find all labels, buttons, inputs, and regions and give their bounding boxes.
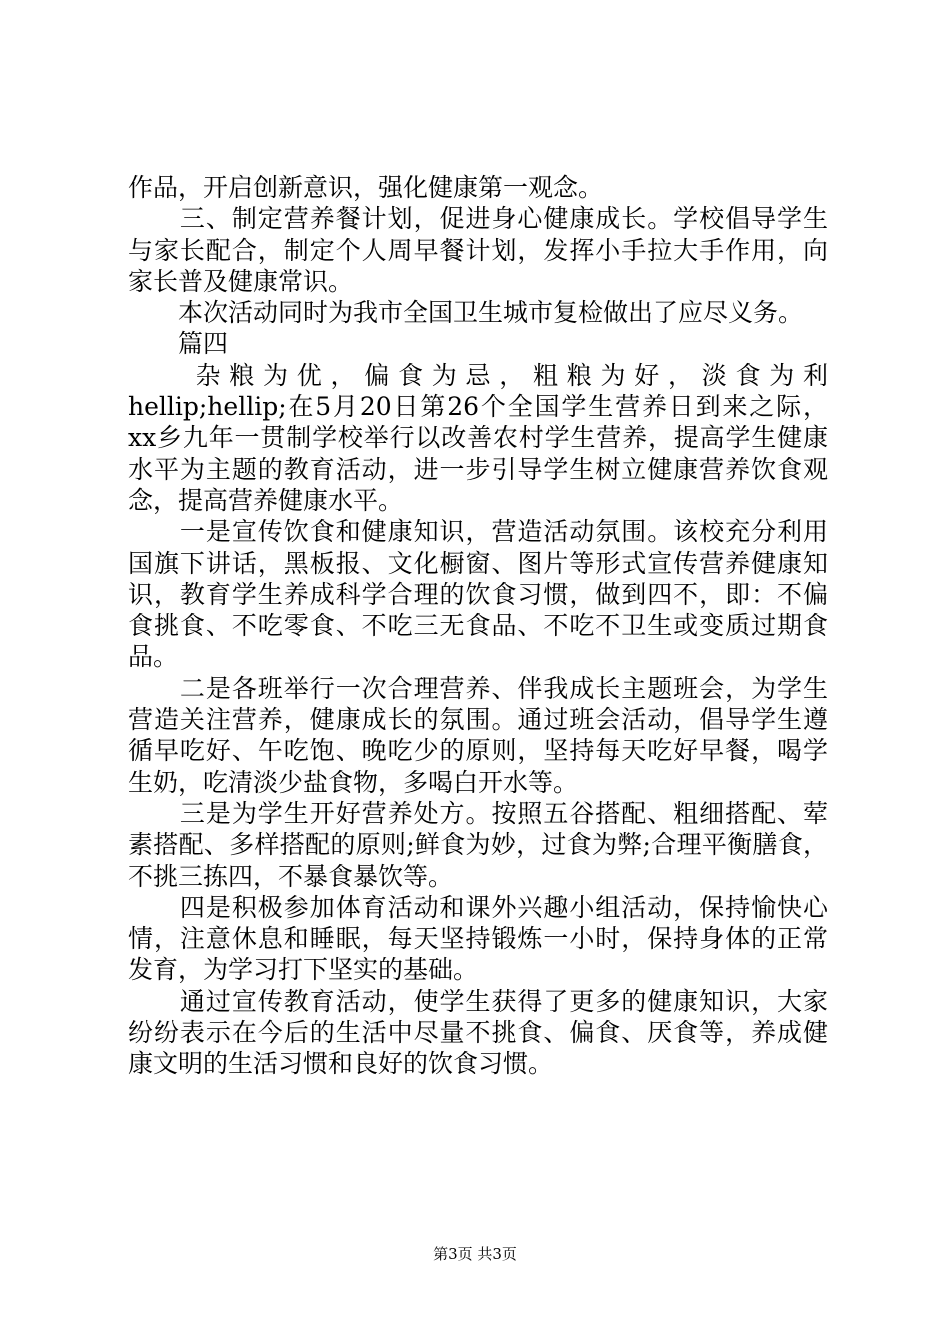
text-line: 纷纷表示在今后的生活中尽量不挑食、偏食、厌食等，养成健 <box>128 1018 828 1048</box>
text-line: 生奶，吃清淡少盐食物，多喝白开水等。 <box>128 767 579 797</box>
text-line: 素搭配、多样搭配的原则;鲜食为妙，过食为弊;合理平衡膳食， <box>128 830 828 860</box>
document-body <box>128 172 828 1080</box>
text-line: 识，教育学生养成科学合理的饮食习惯，做到四不，即：不偏 <box>128 579 828 609</box>
text-line: 康文明的生活习惯和良好的饮食习惯。 <box>128 1049 554 1079</box>
text-line: 念，提高营养健康水平。 <box>128 485 404 515</box>
text-line: 四是积极参加体育活动和课外兴趣小组活动，保持愉快心 <box>128 892 828 922</box>
text-line: 水平为主题的教育活动，进一步引导学生树立健康营养饮食观 <box>128 454 828 484</box>
text-line: 发育，为学习打下坚实的基础。 <box>128 955 479 985</box>
text-line: 循早吃好、午吃饱、晚吃少的原则，坚持每天吃好早餐，喝学 <box>128 736 828 766</box>
text-line: hellip;hellip;在5月20日第26个全国学生营养日到来之际， <box>128 392 828 422</box>
text-line: 本次活动同时为我市全国卫生城市复检做出了应尽义务。 <box>128 298 804 328</box>
text-line: 情，注意休息和睡眠，每天坚持锻炼一小时，保持身体的正常 <box>128 924 828 954</box>
text-line: 食挑食、不吃零食、不吃三无食品、不吃不卫生或变质过期食 <box>128 611 828 641</box>
text-line: 营造关注营养，健康成长的氛围。通过班会活动，倡导学生遵 <box>128 705 828 735</box>
text-line: 三是为学生开好营养处方。按照五谷搭配、粗细搭配、荤 <box>128 798 828 828</box>
text-line: 杂粮为优，偏食为忌，粗粮为好，淡食为利 <box>128 360 828 390</box>
text-line: 作品，开启创新意识，强化健康第一观念。 <box>128 173 604 202</box>
text-line: 通过宣传教育活动，使学生获得了更多的健康知识，大家 <box>128 986 828 1016</box>
section-heading: 篇四 <box>128 329 229 359</box>
text-line: 不挑三拣四，不暴食暴饮等。 <box>128 861 454 891</box>
text-line: 一是宣传饮食和健康知识，营造活动氛围。该校充分利用 <box>128 517 828 547</box>
text-line: 家长普及健康常识。 <box>128 266 354 296</box>
text-line: 二是各班举行一次合理营养、伴我成长主题班会，为学生 <box>128 673 828 703</box>
text-line: 与家长配合，制定个人周早餐计划，发挥小手拉大手作用，向 <box>128 235 828 265</box>
text-line: 品。 <box>128 642 179 672</box>
page-footer: 第3页 共3页 <box>433 1245 517 1263</box>
text-line: 三、制定营养餐计划，促进身心健康成长。学校倡导学生 <box>128 204 828 234</box>
text-line: 国旗下讲话，黑板报、文化橱窗、图片等形式宣传营养健康知 <box>128 548 828 578</box>
text-line: xx乡九年一贯制学校举行以改善农村学生营养，提高学生健康 <box>128 423 828 453</box>
